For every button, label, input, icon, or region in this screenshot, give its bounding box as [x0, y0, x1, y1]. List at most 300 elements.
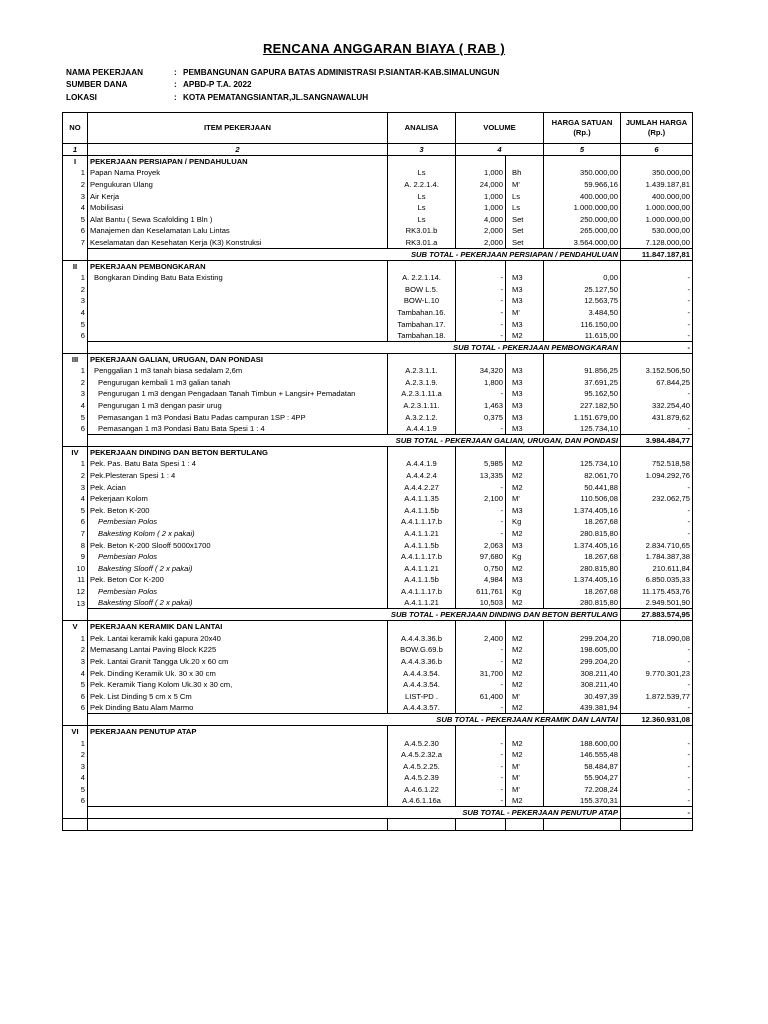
table-row [63, 388, 693, 400]
volume-value: 97,680 [456, 551, 506, 563]
subtotal-value: 11.847.187,81 [621, 248, 693, 260]
item-description [88, 330, 388, 342]
volume-value: 2,400 [456, 632, 506, 644]
row-number: 2 [63, 377, 88, 389]
header-analisa: ANALISA [388, 113, 456, 144]
table-row [63, 516, 693, 528]
item-description [88, 772, 388, 784]
empty-cell [456, 353, 506, 365]
row-number: 1 [63, 365, 88, 377]
row-number: 3 [63, 656, 88, 668]
item-description: Pek. Beton K-200 [88, 505, 388, 517]
analisa-code: A.4.1.1.5b [388, 574, 456, 586]
row-number: 4 [63, 400, 88, 412]
volume-value: - [456, 272, 506, 284]
item-description: Manajemen dan Keselamatan Lalu Lintas [88, 225, 388, 237]
table-row [63, 667, 693, 679]
row-number: 5 [63, 784, 88, 796]
subtotal-row [63, 609, 693, 621]
section-number: II [63, 260, 88, 272]
table-row [63, 505, 693, 517]
item-description: Pek. Beton K-200 Slooff 5000x1700 [88, 539, 388, 551]
analisa-code: Tambahan.16. [388, 307, 456, 319]
section-title: PEKERJAAN KERAMIK DAN LANTAI [88, 621, 388, 633]
table-row [63, 632, 693, 644]
empty-cell [63, 435, 88, 447]
total-price: - [621, 283, 693, 295]
info-value: KOTA PEMATANGSIANTAR,JL.SANGNAWALUH [183, 92, 369, 102]
item-description [88, 318, 388, 330]
volume-value: - [456, 772, 506, 784]
total-price: - [621, 737, 693, 749]
volume-unit: M3 [506, 365, 544, 377]
unit-price: 280.815,80 [544, 597, 621, 609]
item-description [88, 784, 388, 796]
item-description: Alat Bantu ( Sewa Scafolding 1 Bln ) [88, 213, 388, 225]
volume-value: 2,063 [456, 539, 506, 551]
unit-price: 146.555,48 [544, 749, 621, 761]
table-row [63, 295, 693, 307]
table-row [63, 225, 693, 237]
total-price: - [621, 388, 693, 400]
volume-value: 2,000 [456, 237, 506, 249]
unit-price: 50.441,88 [544, 481, 621, 493]
volume-value: - [456, 760, 506, 772]
item-description: Air Kerja [88, 190, 388, 202]
analisa-code: A.4.6.1.22 [388, 784, 456, 796]
total-price: - [621, 423, 693, 435]
volume-unit: M3 [506, 505, 544, 517]
item-description: Bakesting Slooff ( 2 x pakai) [88, 563, 388, 575]
total-price: - [621, 505, 693, 517]
volume-value: 31,700 [456, 667, 506, 679]
unit-price: 308.211,40 [544, 679, 621, 691]
section-header-row [63, 156, 693, 168]
empty-cell [506, 819, 544, 831]
section-title: PEKERJAAN PENUTUP ATAP [88, 726, 388, 738]
total-price: - [621, 784, 693, 796]
row-number: 4 [63, 307, 88, 319]
volume-value: - [456, 481, 506, 493]
row-number: 5 [63, 318, 88, 330]
unit-price: 55.904,27 [544, 772, 621, 784]
empty-cell [456, 156, 506, 168]
empty-cell [621, 447, 693, 459]
volume-unit: Ls [506, 190, 544, 202]
total-price: - [621, 330, 693, 342]
analisa-code: A.4.1.1.21 [388, 528, 456, 540]
subtotal-label: SUB TOTAL - PEKERJAAN GALIAN, URUGAN, DAN PONDASI [88, 435, 621, 447]
row-number: 9 [63, 551, 88, 563]
item-description: Keselamatan dan Kesehatan Kerja (K3) Konstruksi [88, 237, 388, 249]
volume-unit: M3 [506, 283, 544, 295]
analisa-code: Ls [388, 202, 456, 214]
empty-cell [544, 819, 621, 831]
section-number: VI [63, 726, 88, 738]
volume-unit: M2 [506, 330, 544, 342]
row-number: 3 [63, 760, 88, 772]
analisa-code: Ls [388, 213, 456, 225]
row-number: 2 [63, 749, 88, 761]
table-row [63, 179, 693, 191]
row-number: 2 [63, 470, 88, 482]
total-price: - [621, 644, 693, 656]
item-description: Memasang Lantai Paving Block K225 [88, 644, 388, 656]
volume-unit: M2 [506, 656, 544, 668]
volume-unit: M' [506, 307, 544, 319]
subtotal-row [63, 341, 693, 353]
table-row [63, 458, 693, 470]
volume-unit: M' [506, 760, 544, 772]
subtotal-label: SUB TOTAL - PEKERJAAN KERAMIK DAN LANTAI [88, 714, 621, 726]
empty-cell [63, 714, 88, 726]
volume-value: 1,000 [456, 167, 506, 179]
section-header-row [63, 726, 693, 738]
unit-price: 18.267,68 [544, 551, 621, 563]
volume-unit: M2 [506, 737, 544, 749]
analisa-code: A.4.1.1.17.b [388, 586, 456, 598]
volume-value: - [456, 528, 506, 540]
unit-price: 12.563,75 [544, 295, 621, 307]
col-number: 5 [544, 144, 621, 156]
total-price: 7.128.000,00 [621, 237, 693, 249]
empty-cell [456, 447, 506, 459]
item-description: Pek. Beton Cor K-200 [88, 574, 388, 586]
analisa-code: Ls [388, 167, 456, 179]
volume-unit: M2 [506, 667, 544, 679]
volume-value: 61,400 [456, 690, 506, 702]
table-row [63, 749, 693, 761]
table-row [63, 283, 693, 295]
section-header-row [63, 260, 693, 272]
subtotal-label: SUB TOTAL - PEKERJAAN PENUTUP ATAP [88, 807, 621, 819]
analisa-code: A.4.1.1.35 [388, 493, 456, 505]
volume-value: 2,000 [456, 225, 506, 237]
analisa-code: A.4.5.2.32.a [388, 749, 456, 761]
row-number: 6 [63, 690, 88, 702]
header-no: NO [63, 113, 88, 144]
empty-cell [506, 447, 544, 459]
analisa-code: A.4.4.3.36.b [388, 632, 456, 644]
item-description: Bakesting Kolom ( 2 x pakai) [88, 528, 388, 540]
col-number: 2 [88, 144, 388, 156]
analisa-code: A.4.5.2.30 [388, 737, 456, 749]
table-row [63, 586, 693, 598]
row-number: 6 [63, 330, 88, 342]
total-price: - [621, 318, 693, 330]
col-number: 4 [456, 144, 544, 156]
table-row [63, 202, 693, 214]
volume-unit: M' [506, 179, 544, 191]
info-label: LOKASI [66, 92, 97, 102]
row-number: 6 [63, 225, 88, 237]
header-volume: VOLUME [456, 113, 544, 144]
analisa-code: A.4.4.3.54. [388, 667, 456, 679]
volume-value: 10,503 [456, 597, 506, 609]
item-description: Penggalian 1 m3 tanah biasa sedalam 2,6m [88, 365, 388, 377]
analisa-code: Tambahan.17. [388, 318, 456, 330]
empty-cell [621, 156, 693, 168]
volume-value: 4,984 [456, 574, 506, 586]
total-price: 210.611,84 [621, 563, 693, 575]
empty-cell [388, 156, 456, 168]
subtotal-value: 27.883.574,95 [621, 609, 693, 621]
unit-price: 59.966,16 [544, 179, 621, 191]
total-price: - [621, 272, 693, 284]
row-number: 10 [63, 563, 88, 575]
volume-value: - [456, 283, 506, 295]
total-price: 400.000,00 [621, 190, 693, 202]
table-row [63, 190, 693, 202]
total-price: 6.850.035,33 [621, 574, 693, 586]
empty-cell [456, 621, 506, 633]
unit-price: 3.484,50 [544, 307, 621, 319]
empty-cell [63, 248, 88, 260]
analisa-code: A.4.4.3.54. [388, 679, 456, 691]
item-description [88, 737, 388, 749]
volume-unit: Set [506, 225, 544, 237]
volume-value: - [456, 516, 506, 528]
section-number: III [63, 353, 88, 365]
unit-price: 30.497,39 [544, 690, 621, 702]
info-colon: : [174, 67, 177, 77]
item-description: Pek. Dinding Keramik Uk. 30 x 30 cm [88, 667, 388, 679]
volume-unit: M2 [506, 644, 544, 656]
volume-unit: Ls [506, 202, 544, 214]
empty-cell [388, 621, 456, 633]
subtotal-value: - [621, 807, 693, 819]
table-row [63, 679, 693, 691]
analisa-code: A.4.4.1.9 [388, 458, 456, 470]
item-description: Pemasangan 1 m3 Pondasi Batu Bata Spesi 1 : 4 [88, 423, 388, 435]
volume-value: 4,000 [456, 213, 506, 225]
item-description [88, 283, 388, 295]
total-price: - [621, 516, 693, 528]
unit-price: 1.000.000,00 [544, 202, 621, 214]
empty-cell [544, 621, 621, 633]
item-description: Mobilisasi [88, 202, 388, 214]
volume-value: - [456, 307, 506, 319]
table-row [63, 411, 693, 423]
volume-value: - [456, 318, 506, 330]
volume-unit: M3 [506, 377, 544, 389]
item-description: Pek. Pas. Batu Bata Spesi 1 : 4 [88, 458, 388, 470]
row-number: 1 [63, 458, 88, 470]
empty-cell [63, 341, 88, 353]
volume-unit: M2 [506, 481, 544, 493]
volume-unit: M2 [506, 563, 544, 575]
volume-unit: Kg [506, 551, 544, 563]
empty-cell [63, 807, 88, 819]
volume-value: - [456, 423, 506, 435]
unit-price: 1.374.405,16 [544, 539, 621, 551]
item-description [88, 307, 388, 319]
row-number: 3 [63, 481, 88, 493]
row-number: 2 [63, 283, 88, 295]
volume-unit: M3 [506, 388, 544, 400]
total-price: 332.254,40 [621, 400, 693, 412]
volume-unit: Kg [506, 516, 544, 528]
empty-cell [456, 260, 506, 272]
row-number: 6 [63, 516, 88, 528]
table-row [63, 784, 693, 796]
subtotal-value: - [621, 341, 693, 353]
empty-cell [388, 353, 456, 365]
empty-cell [456, 819, 506, 831]
subtotal-row [63, 714, 693, 726]
empty-cell [506, 621, 544, 633]
analisa-code: A.4.1.1.5b [388, 505, 456, 517]
unit-price: 280.815,80 [544, 563, 621, 575]
total-price: 350.000,00 [621, 167, 693, 179]
subtotal-label: SUB TOTAL - PEKERJAAN DINDING DAN BETON BERTULANG [88, 609, 621, 621]
info-label: SUMBER DANA [66, 80, 128, 90]
total-price: 1.000.000,00 [621, 213, 693, 225]
unit-price: 3.564.000,00 [544, 237, 621, 249]
section-header-row [63, 353, 693, 365]
total-price: 1.439.187,81 [621, 179, 693, 191]
empty-cell [63, 609, 88, 621]
table-row [63, 702, 693, 714]
volume-value: 13,335 [456, 470, 506, 482]
unit-price: 400.000,00 [544, 190, 621, 202]
analisa-code: LIST-PD . [388, 690, 456, 702]
row-number: 3 [63, 388, 88, 400]
item-description: Pengurugan 1 m3 dengan Pengadaan Tanah Timbun + Langsir+ Pemadatan [88, 388, 388, 400]
volume-value: - [456, 388, 506, 400]
unit-price: 299.204,20 [544, 632, 621, 644]
total-price: - [621, 481, 693, 493]
item-description [88, 295, 388, 307]
unit-price: 250.000,00 [544, 213, 621, 225]
volume-value: 5,985 [456, 458, 506, 470]
analisa-code: A.4.4.3.57. [388, 702, 456, 714]
item-description: Pek Dinding Batu Alam Marmo [88, 702, 388, 714]
empty-cell [88, 819, 388, 831]
volume-value: 0,750 [456, 563, 506, 575]
volume-unit: M2 [506, 470, 544, 482]
item-description: Pembesian Polos [88, 551, 388, 563]
volume-unit: M2 [506, 679, 544, 691]
subtotal-label: SUB TOTAL - PEKERJAAN PEMBONGKARAN [88, 341, 621, 353]
project-info [66, 66, 499, 104]
analisa-code: A.4.4.2.27 [388, 481, 456, 493]
item-description: Pemasangan 1 m3 Pondasi Batu Padas campuran 1SP : 4PP [88, 411, 388, 423]
unit-price: 188.600,00 [544, 737, 621, 749]
subtotal-label: SUB TOTAL - PEKERJAAN PERSIAPAN / PENDAHULUAN [88, 248, 621, 260]
info-colon: : [174, 80, 177, 90]
table-row [63, 690, 693, 702]
total-price: - [621, 772, 693, 784]
volume-unit: Set [506, 237, 544, 249]
total-price: - [621, 528, 693, 540]
unit-price: 0,00 [544, 272, 621, 284]
subtotal-value: 3.984.484,77 [621, 435, 693, 447]
volume-unit: M2 [506, 795, 544, 807]
document-title: RENCANA ANGGARAN BIAYA ( RAB ) [262, 41, 506, 56]
total-price: - [621, 749, 693, 761]
total-price: - [621, 760, 693, 772]
table-row [63, 737, 693, 749]
analisa-code: A.4.5.2.39 [388, 772, 456, 784]
volume-value: - [456, 656, 506, 668]
empty-cell [506, 726, 544, 738]
unit-price: 198.605,00 [544, 644, 621, 656]
row-number: 7 [63, 237, 88, 249]
subtotal-value: 12.360.931,08 [621, 714, 693, 726]
analisa-code: A.4.4.3.36.b [388, 656, 456, 668]
table-row [63, 470, 693, 482]
table-row [63, 795, 693, 807]
row-number: 1 [63, 737, 88, 749]
volume-unit: M2 [506, 528, 544, 540]
item-description [88, 760, 388, 772]
table-row [63, 365, 693, 377]
total-price: - [621, 795, 693, 807]
info-value: APBD-P T.A. 2022 [183, 80, 252, 90]
section-title: PEKERJAAN DINDING DAN BETON BERTULANG [88, 447, 388, 459]
unit-price: 37.691,25 [544, 377, 621, 389]
unit-price: 18.267,68 [544, 586, 621, 598]
volume-unit: M3 [506, 574, 544, 586]
total-price: 9.770.301,23 [621, 667, 693, 679]
analisa-code: Tambahan.18. [388, 330, 456, 342]
empty-cell [544, 447, 621, 459]
total-price: - [621, 702, 693, 714]
row-number: 1 [63, 167, 88, 179]
empty-cell [621, 353, 693, 365]
table-row [63, 330, 693, 342]
row-number: 11 [63, 574, 88, 586]
row-number: 4 [63, 772, 88, 784]
volume-value: 1,000 [456, 202, 506, 214]
volume-unit: M3 [506, 272, 544, 284]
analisa-code: A.4.5.2.25. [388, 760, 456, 772]
section-header-row [63, 621, 693, 633]
row-number: 8 [63, 539, 88, 551]
volume-unit: M2 [506, 632, 544, 644]
table-row [63, 539, 693, 551]
total-price: 1.000.000,00 [621, 202, 693, 214]
table-row [63, 167, 693, 179]
volume-unit: M2 [506, 597, 544, 609]
empty-cell [544, 726, 621, 738]
row-number: 3 [63, 190, 88, 202]
row-number: 13 [63, 597, 88, 609]
total-price: 718.090,08 [621, 632, 693, 644]
info-row-lokasi [66, 91, 499, 104]
unit-price: 308.211,40 [544, 667, 621, 679]
volume-unit: M3 [506, 400, 544, 412]
volume-value: - [456, 330, 506, 342]
unit-price: 155.370,31 [544, 795, 621, 807]
rab-table [62, 112, 693, 831]
volume-value: 1,800 [456, 377, 506, 389]
info-value: PEMBANGUNAN GAPURA BATAS ADMINISTRASI P.SIANTAR-KAB.SIMALUNGUN [183, 67, 500, 77]
unit-price: 299.204,20 [544, 656, 621, 668]
unit-price: 18.267,68 [544, 516, 621, 528]
volume-value: 1,000 [456, 190, 506, 202]
empty-cell [621, 260, 693, 272]
subtotal-row [63, 807, 693, 819]
empty-cell [621, 726, 693, 738]
table-row [63, 318, 693, 330]
item-description: Pembesian Polos [88, 586, 388, 598]
info-label: NAMA PEKERJAAN [66, 67, 144, 77]
empty-cell [388, 726, 456, 738]
volume-unit: M' [506, 690, 544, 702]
empty-cell [506, 156, 544, 168]
